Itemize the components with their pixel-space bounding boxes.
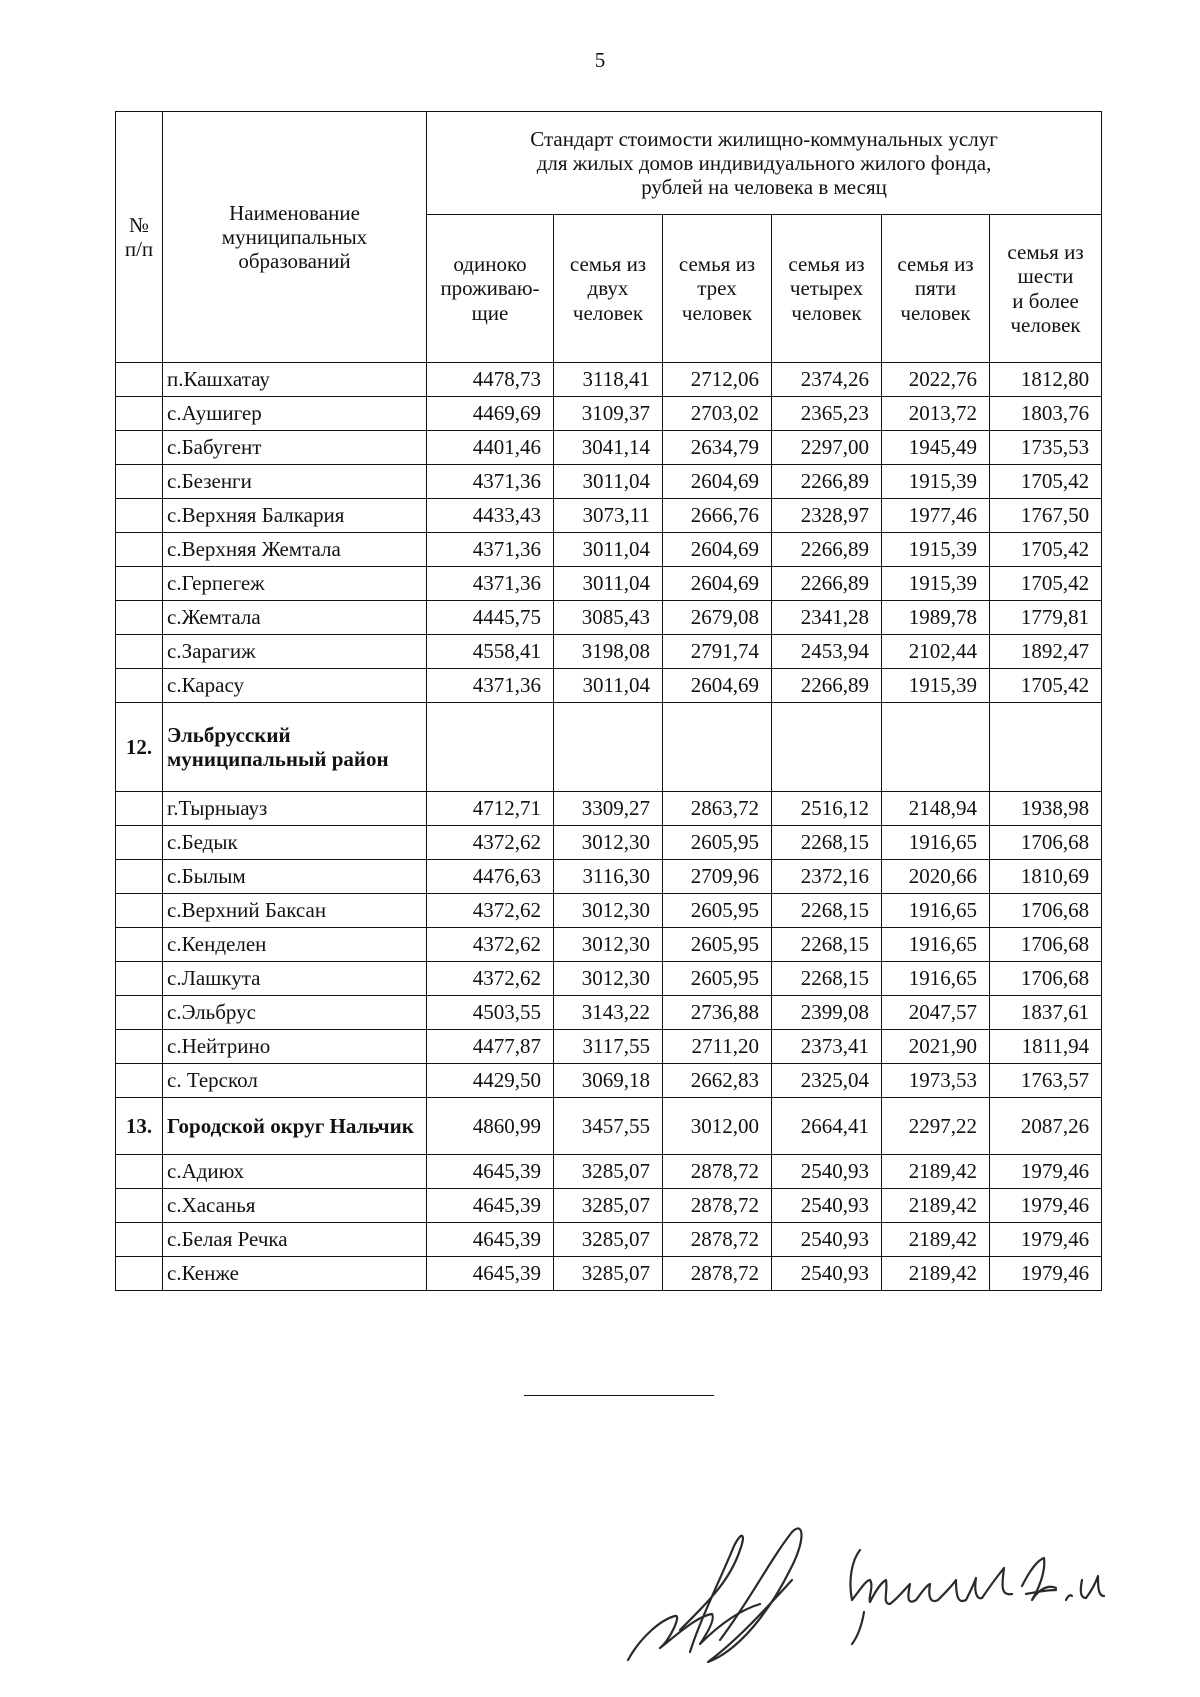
cost-value: 1938,98 [990, 792, 1102, 826]
column-header-number: № п/п [116, 112, 163, 363]
cost-value: 2679,08 [663, 601, 772, 635]
table-row [116, 962, 1102, 996]
table-row [116, 894, 1102, 928]
cost-value: 2266,89 [772, 465, 882, 499]
cost-value: 2268,15 [772, 962, 882, 996]
cost-value: 2399,08 [772, 996, 882, 1030]
row-number [116, 860, 163, 894]
cost-value: 3012,30 [554, 928, 663, 962]
cost-value: 2540,93 [772, 1223, 882, 1257]
municipality-name: с.Нейтрино [163, 1030, 427, 1064]
cost-value: 2878,72 [663, 1223, 772, 1257]
column-header-line: человек [1010, 312, 1081, 337]
cost-value: 2189,42 [882, 1155, 990, 1189]
group-title-line: рублей на человека в месяц [641, 175, 887, 200]
row-number [116, 1223, 163, 1257]
cost-value: 3041,14 [554, 431, 663, 465]
cost-value: 2266,89 [772, 533, 882, 567]
table-row [116, 465, 1102, 499]
municipality-name: Эльбрусский муниципальный район [163, 703, 427, 792]
cost-value: 4503,55 [427, 996, 554, 1030]
table-row [116, 860, 1102, 894]
cost-value: 1979,46 [990, 1189, 1102, 1223]
cost-value: 2189,42 [882, 1257, 990, 1291]
cost-value [772, 703, 882, 792]
cost-value: 2604,69 [663, 567, 772, 601]
cost-value: 3085,43 [554, 601, 663, 635]
cost-value: 2020,66 [882, 860, 990, 894]
municipality-name: с. Терскол [163, 1064, 427, 1098]
column-header-line: человек [572, 300, 644, 325]
cost-value: 1706,68 [990, 826, 1102, 860]
cost-value: 2365,23 [772, 397, 882, 431]
column-header-line: щие [471, 300, 509, 325]
row-number [116, 894, 163, 928]
cost-value: 1811,94 [990, 1030, 1102, 1064]
row-number [116, 1064, 163, 1098]
cost-value: 2189,42 [882, 1189, 990, 1223]
cost-value: 2604,69 [663, 465, 772, 499]
row-number [116, 669, 163, 703]
row-number [116, 431, 163, 465]
cost-value: 2605,95 [663, 962, 772, 996]
table-row [116, 669, 1102, 703]
cost-value: 4445,75 [427, 601, 554, 635]
municipality-name: с.Аушигер [163, 397, 427, 431]
cost-value: 1763,57 [990, 1064, 1102, 1098]
row-number [116, 533, 163, 567]
municipality-name: с.Лашкута [163, 962, 427, 996]
column-header-line: человек [681, 300, 753, 325]
cost-value [663, 703, 772, 792]
cost-value: 3198,08 [554, 635, 663, 669]
cost-value: 4372,62 [427, 826, 554, 860]
cost-value: 2328,97 [772, 499, 882, 533]
cost-value: 3011,04 [554, 567, 663, 601]
cost-value: 2605,95 [663, 928, 772, 962]
page-number: 5 [594, 48, 606, 72]
cost-value: 4645,39 [427, 1257, 554, 1291]
cost-value: 4371,36 [427, 465, 554, 499]
municipality-name: с.Верхний Баксан [163, 894, 427, 928]
cost-value: 3109,37 [554, 397, 663, 431]
cost-value: 4558,41 [427, 635, 554, 669]
column-header-name: Наименование муниципальных образований [163, 112, 427, 363]
table-body [116, 363, 1102, 1291]
column-header-line: трех [697, 276, 737, 301]
cost-value: 4372,62 [427, 894, 554, 928]
cost-value: 3011,04 [554, 465, 663, 499]
cost-value: 2087,26 [990, 1098, 1102, 1155]
cost-value: 2013,72 [882, 397, 990, 431]
cost-value: 2268,15 [772, 928, 882, 962]
cost-value: 3457,55 [554, 1098, 663, 1155]
table-row [116, 1257, 1102, 1291]
cost-value: 4477,87 [427, 1030, 554, 1064]
cost-value: 1779,81 [990, 601, 1102, 635]
cost-value: 3069,18 [554, 1064, 663, 1098]
cost-value: 2666,76 [663, 499, 772, 533]
column-header-line: проживаю- [440, 276, 540, 301]
cost-value: 3073,11 [554, 499, 663, 533]
column-header-line: семья из [788, 252, 865, 277]
column-header-line: человек [791, 300, 862, 325]
column-header-line: шести [1017, 264, 1074, 289]
municipality-name: с.Безенги [163, 465, 427, 499]
cost-value: 1705,42 [990, 669, 1102, 703]
row-number [116, 792, 163, 826]
cost-value: 2604,69 [663, 669, 772, 703]
cost-value: 1705,42 [990, 567, 1102, 601]
cost-value: 3012,30 [554, 962, 663, 996]
group-title-line: Стандарт стоимости жилищно-коммунальных услуг [530, 126, 998, 151]
row-number [116, 1155, 163, 1189]
row-number [116, 363, 163, 397]
table-row [116, 1189, 1102, 1223]
cost-value: 1915,39 [882, 465, 990, 499]
cost-value: 1916,65 [882, 928, 990, 962]
cost-value: 4401,46 [427, 431, 554, 465]
table-row [116, 635, 1102, 669]
municipality-name: с.Эльбрус [163, 996, 427, 1030]
cost-value: 2297,22 [882, 1098, 990, 1155]
cost-value: 2736,88 [663, 996, 772, 1030]
table-row [116, 1155, 1102, 1189]
cost-value: 2878,72 [663, 1189, 772, 1223]
table-row [116, 1030, 1102, 1064]
cost-value: 2709,96 [663, 860, 772, 894]
row-number [116, 1257, 163, 1291]
column-header-household-5 [882, 215, 990, 363]
cost-value: 4645,39 [427, 1189, 554, 1223]
cost-value: 3118,41 [554, 363, 663, 397]
table-row [116, 567, 1102, 601]
cost-value: 3117,55 [554, 1030, 663, 1064]
cost-value: 3285,07 [554, 1189, 663, 1223]
row-number [116, 1189, 163, 1223]
cost-value: 1916,65 [882, 894, 990, 928]
municipality-name: с.Бабугент [163, 431, 427, 465]
cost-value: 1705,42 [990, 465, 1102, 499]
cost-value: 2148,94 [882, 792, 990, 826]
cost-value: 2372,16 [772, 860, 882, 894]
column-header-line: семья из [1007, 240, 1084, 265]
cost-value: 2878,72 [663, 1257, 772, 1291]
cost-value: 1706,68 [990, 928, 1102, 962]
cost-value: 1837,61 [990, 996, 1102, 1030]
cost-value: 4478,73 [427, 363, 554, 397]
cost-value: 1979,46 [990, 1155, 1102, 1189]
municipality-name: Городской округ Нальчик [163, 1098, 427, 1155]
cost-value: 1916,65 [882, 826, 990, 860]
cost-value: 3012,00 [663, 1098, 772, 1155]
cost-value: 3285,07 [554, 1223, 663, 1257]
municipality-name: г.Тырныауз [163, 792, 427, 826]
cost-value: 1706,68 [990, 894, 1102, 928]
cost-value: 2266,89 [772, 567, 882, 601]
row-number: 13. [116, 1098, 163, 1155]
table-row [116, 792, 1102, 826]
cost-value: 1767,50 [990, 499, 1102, 533]
cost-value: 1989,78 [882, 601, 990, 635]
column-header-household-4 [772, 215, 882, 363]
column-header-line: двух [587, 276, 629, 301]
cost-value: 3285,07 [554, 1257, 663, 1291]
row-number [116, 996, 163, 1030]
table-row [116, 826, 1102, 860]
group-title-line: для жилых домов индивидуального жилого фонда, [536, 150, 992, 175]
cost-value: 4476,63 [427, 860, 554, 894]
municipality-name: с.Зарагиж [163, 635, 427, 669]
column-header-line: семья из [678, 252, 756, 277]
row-number [116, 601, 163, 635]
municipality-name: с.Верхняя Жемтала [163, 533, 427, 567]
cost-value: 3143,22 [554, 996, 663, 1030]
cost-value: 2516,12 [772, 792, 882, 826]
column-group-title [427, 112, 1102, 215]
municipality-name: с.Жемтала [163, 601, 427, 635]
cost-value: 3116,30 [554, 860, 663, 894]
row-number: 12. [116, 703, 163, 792]
cost-value: 1979,46 [990, 1257, 1102, 1291]
cost-value: 2021,90 [882, 1030, 990, 1064]
cost-value: 2453,94 [772, 635, 882, 669]
cost-value: 4433,43 [427, 499, 554, 533]
cost-standard-table [115, 111, 1102, 1291]
cost-value: 1973,53 [882, 1064, 990, 1098]
column-header-line: человек [900, 300, 971, 325]
cost-value: 2712,06 [663, 363, 772, 397]
cost-value: 3012,30 [554, 826, 663, 860]
column-header-line: четырех [789, 276, 864, 301]
cost-value: 2634,79 [663, 431, 772, 465]
table-row [116, 431, 1102, 465]
cost-value: 4371,36 [427, 533, 554, 567]
cost-value: 2374,26 [772, 363, 882, 397]
cost-value: 4371,36 [427, 567, 554, 601]
column-header-line: семья из [569, 252, 647, 277]
column-header-line: одиноко [453, 252, 527, 277]
cost-value: 1915,39 [882, 533, 990, 567]
handwritten-signature [620, 1520, 1140, 1670]
table-row [116, 363, 1102, 397]
cost-value: 1735,53 [990, 431, 1102, 465]
cost-value: 2297,00 [772, 431, 882, 465]
cost-value: 3011,04 [554, 533, 663, 567]
table-row [116, 601, 1102, 635]
municipality-name: с.Карасу [163, 669, 427, 703]
column-header-line: семья из [897, 252, 974, 277]
cost-value: 2022,76 [882, 363, 990, 397]
cost-value: 4372,62 [427, 962, 554, 996]
cost-value: 2711,20 [663, 1030, 772, 1064]
row-number [116, 928, 163, 962]
cost-value: 4645,39 [427, 1155, 554, 1189]
cost-value: 2189,42 [882, 1223, 990, 1257]
cost-value: 1803,76 [990, 397, 1102, 431]
cost-value: 4645,39 [427, 1223, 554, 1257]
row-number [116, 499, 163, 533]
row-number [116, 1030, 163, 1064]
municipality-name: с.Белая Речка [163, 1223, 427, 1257]
municipality-name: с.Верхняя Балкария [163, 499, 427, 533]
column-header-household-3 [663, 215, 772, 363]
municipality-name: п.Кашхатау [163, 363, 427, 397]
cost-value: 4860,99 [427, 1098, 554, 1155]
cost-value: 1915,39 [882, 669, 990, 703]
cost-value: 1812,80 [990, 363, 1102, 397]
cost-value: 2878,72 [663, 1155, 772, 1189]
row-number [116, 567, 163, 601]
cost-value: 1915,39 [882, 567, 990, 601]
municipality-name: с.Былым [163, 860, 427, 894]
end-rule [524, 1395, 714, 1396]
cost-value: 1892,47 [990, 635, 1102, 669]
cost-value: 2863,72 [663, 792, 772, 826]
cost-value: 1916,65 [882, 962, 990, 996]
cost-value: 2604,69 [663, 533, 772, 567]
cost-value: 1977,46 [882, 499, 990, 533]
cost-value: 3285,07 [554, 1155, 663, 1189]
cost-value: 1945,49 [882, 431, 990, 465]
table-header [116, 112, 1102, 363]
cost-value: 2540,93 [772, 1155, 882, 1189]
cost-value: 2605,95 [663, 826, 772, 860]
column-header-line: и более [1012, 288, 1079, 313]
cost-value: 3011,04 [554, 669, 663, 703]
municipality-name: с.Хасанья [163, 1189, 427, 1223]
municipality-name: с.Герпегеж [163, 567, 427, 601]
cost-value: 2047,57 [882, 996, 990, 1030]
column-header-household-2 [554, 215, 663, 363]
cost-value [990, 703, 1102, 792]
row-number [116, 826, 163, 860]
cost-value [882, 703, 990, 792]
cost-value: 2373,41 [772, 1030, 882, 1064]
table-row [116, 928, 1102, 962]
cost-value: 2540,93 [772, 1189, 882, 1223]
municipality-name: с.Бедык [163, 826, 427, 860]
column-header-line: пяти [914, 276, 957, 301]
cost-value: 2662,83 [663, 1064, 772, 1098]
cost-value: 4429,50 [427, 1064, 554, 1098]
cost-value [554, 703, 663, 792]
table-row [116, 1064, 1102, 1098]
table-row [116, 996, 1102, 1030]
municipality-name: с.Кенже [163, 1257, 427, 1291]
table-row [116, 1223, 1102, 1257]
column-header-household-6 [990, 215, 1102, 363]
cost-value: 4712,71 [427, 792, 554, 826]
cost-value: 1979,46 [990, 1223, 1102, 1257]
cost-value [427, 703, 554, 792]
row-number [116, 397, 163, 431]
cost-value: 3309,27 [554, 792, 663, 826]
table-section-row [116, 703, 1102, 792]
cost-value: 2266,89 [772, 669, 882, 703]
column-header-household-1 [427, 215, 554, 363]
cost-value: 2664,41 [772, 1098, 882, 1155]
cost-value: 1706,68 [990, 962, 1102, 996]
cost-value: 2540,93 [772, 1257, 882, 1291]
municipality-name: с.Адиюх [163, 1155, 427, 1189]
cost-value: 4372,62 [427, 928, 554, 962]
cost-value: 2341,28 [772, 601, 882, 635]
cost-value: 3012,30 [554, 894, 663, 928]
row-number [116, 635, 163, 669]
table-row [116, 499, 1102, 533]
cost-value: 2791,74 [663, 635, 772, 669]
cost-value: 2268,15 [772, 826, 882, 860]
table-row [116, 397, 1102, 431]
cost-value: 2703,02 [663, 397, 772, 431]
cost-value: 1810,69 [990, 860, 1102, 894]
municipality-name: с.Кенделен [163, 928, 427, 962]
cost-value: 2605,95 [663, 894, 772, 928]
cost-value: 1705,42 [990, 533, 1102, 567]
cost-value: 4371,36 [427, 669, 554, 703]
table-row [116, 533, 1102, 567]
cost-value: 2268,15 [772, 894, 882, 928]
cost-value: 2325,04 [772, 1064, 882, 1098]
cost-value: 4469,69 [427, 397, 554, 431]
table-section-row [116, 1098, 1102, 1155]
row-number [116, 962, 163, 996]
row-number [116, 465, 163, 499]
cost-value: 2102,44 [882, 635, 990, 669]
